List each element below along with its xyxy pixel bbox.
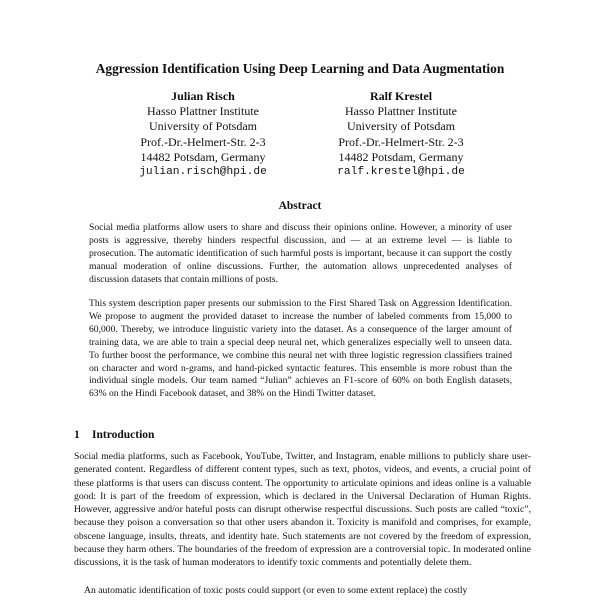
abstract-paragraph-1: Social media platforms allow users to share and discuss their opinions online. However, a minority of user posts is aggressive, thereby hinders respectful discussion, and — at an extreme level — is liable to prosecution. The automatic identification of such harmful posts is important, because it can support the costly manual moderation of online discussions. Further, the automation allows unprecedented analyses of discussion datasets that contain millions of posts.: [89, 222, 512, 285]
paper-title: Aggression Identification Using Deep Learning and Data Augmentation: [95, 61, 505, 76]
author-city: 14482 Potsdam, Germany: [338, 149, 464, 164]
author-email: ralf.krestel@hpi.de: [337, 166, 465, 179]
body-paragraph-2: An automatic identification of toxic posts could support (or even to some extent replace) the costly: [84, 585, 468, 596]
author-block-1: [108, 89, 298, 180]
author-email: julian.risch@hpi.de: [139, 166, 267, 179]
author-affiliation: Hasso Plattner Institute: [345, 104, 457, 119]
author-block-2: [306, 89, 496, 180]
author-affiliation: Hasso Plattner Institute: [147, 104, 259, 119]
author-affiliation: University of Potsdam: [347, 119, 455, 134]
author-name: Ralf Krestel: [369, 89, 433, 103]
abstract-paragraph-2: This system description paper presents our submission to the First Shared Task on Aggression Identification. We propose to augment the provided dataset to increase the number of labeled comments from 15,000 to 60,000. Thereby, we introduce linguistic variety into the dataset. As a consequence of the larger amount of training data, we are able to train a special deep neural net, which generalizes especially well to unseen data. To further boost the performance, we combine this neural net with three logistic regression classifiers trained on character and word n-grams, and hand-picked syntactic features. This ensemble is more robust than the individual single models. Our team named “Julian” achieves an F1-score of 60% on both English datasets, 63% on the Hindi Facebook dataset, and 38% on the Hindi Twitter dataset.: [89, 298, 512, 400]
section-title: Introduction: [92, 429, 155, 441]
section-number: 1: [74, 429, 80, 441]
author-city: 14482 Potsdam, Germany: [140, 149, 266, 164]
section-heading: [74, 429, 154, 441]
body-paragraph-1: Social media platforms, such as Facebook, YouTube, Twitter, and Instagram, enable millions to publicly share user-generated content. Regardless of different content types, such as text, photos, videos, and events, a crucial point of these platforms is that users can discuss content. The opportunity to articulate opinions and ideas online is a valuable good: It is part of the freedom of expression, which is declared in the Universal Declaration of Human Rights. However, aggressive and/or hateful posts can disrupt otherwise respectful discussions. Such posts are called “toxic”, because they poison a conversation so that other users abandon it. Toxicity is manifold and comprises, for example, obscene language, insults, threats, and identity hate. Such statements are not covered by the freedom of expression, because they harm others. The boundaries of the freedom of expression are a controversial topic. In moderated online discussions, it is the task of human moderators to identify toxic comments and potentially delete them.: [74, 451, 531, 569]
author-name: Julian Risch: [171, 89, 235, 103]
author-affiliation: University of Potsdam: [149, 119, 257, 134]
author-street: Prof.-Dr.-Helmert-Str. 2-3: [140, 134, 266, 149]
author-street: Prof.-Dr.-Helmert-Str. 2-3: [338, 134, 464, 149]
abstract-heading: Abstract: [278, 200, 322, 212]
